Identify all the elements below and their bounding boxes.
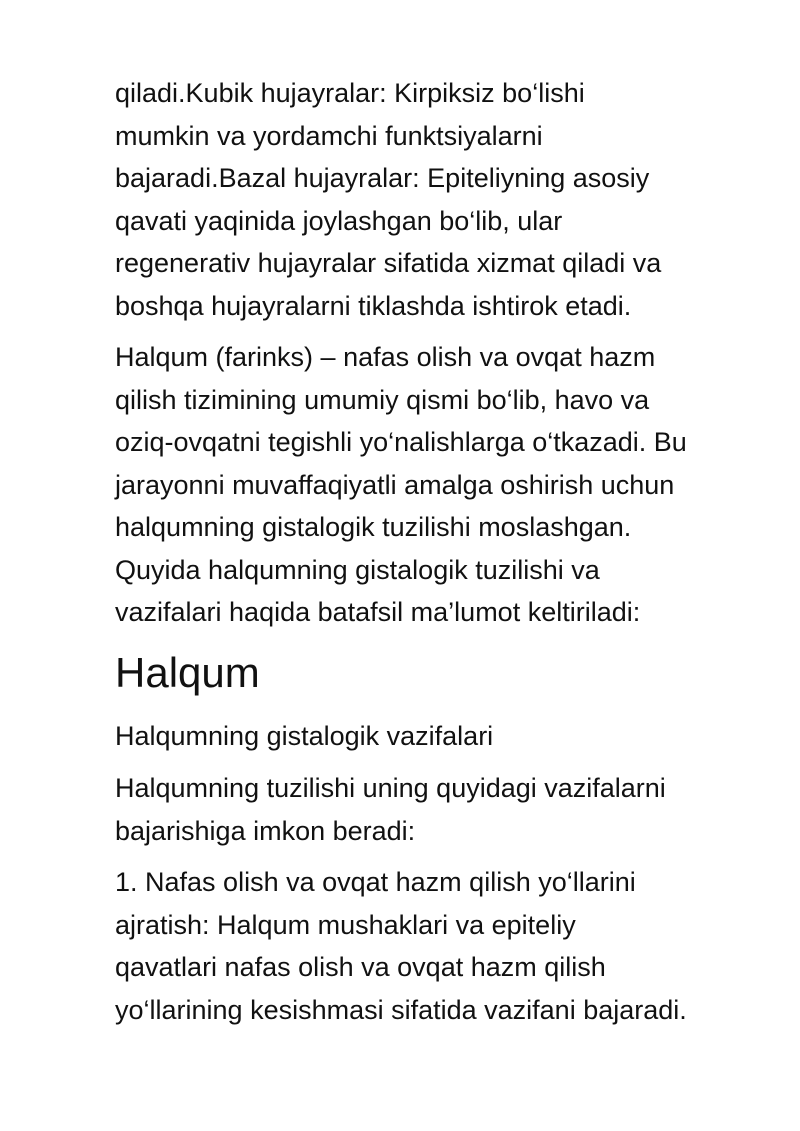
body-paragraph: Halqumning tuzilishi uning quyidagi vazifalarni bajarishiga imkon beradi: (115, 773, 666, 846)
section-subheading: Halqumning gistalogik vazifalari (115, 720, 494, 751)
document-page (115, 72, 755, 1040)
section-heading: Halqum (115, 648, 260, 696)
body-paragraph: Halqum (farinks) – nafas olish va ovqat hazm qilish tizimining umumiy qismi bo‘lib, havo va oziq-ovqatni tegishli yo‘nalishlarga o‘tkazadi. Bu jarayonni muvaffaqiyatli amalga oshirish uchun halqumning gistalogik tuzilishi moslashgan. Quyida halqumning gistalogik tuzilishi va vazifalari haqida batafsil ma’lumot keltiriladi: (115, 342, 687, 627)
list-item: 1. Nafas olish va ovqat hazm qilish yo‘llarini ajratish: Halqum mushaklari va epiteliy qavatlari nafas olish va ovqat hazm qilish yo‘llarining kesishmasi sifatida vazifani bajaradi. (115, 867, 687, 1025)
body-paragraph: qiladi.Kubik hujayralar: Kirpiksiz bo‘lishi mumkin va yordamchi funktsiyalarni bajaradi.Bazal hujayralar: Epiteliyning asosiy qavati yaqinida joylashgan bo‘lib, ular regenerativ hujayralar sifatida xizmat qiladi va boshqa hujayralarni tiklashda ishtirok etadi. (115, 78, 662, 321)
